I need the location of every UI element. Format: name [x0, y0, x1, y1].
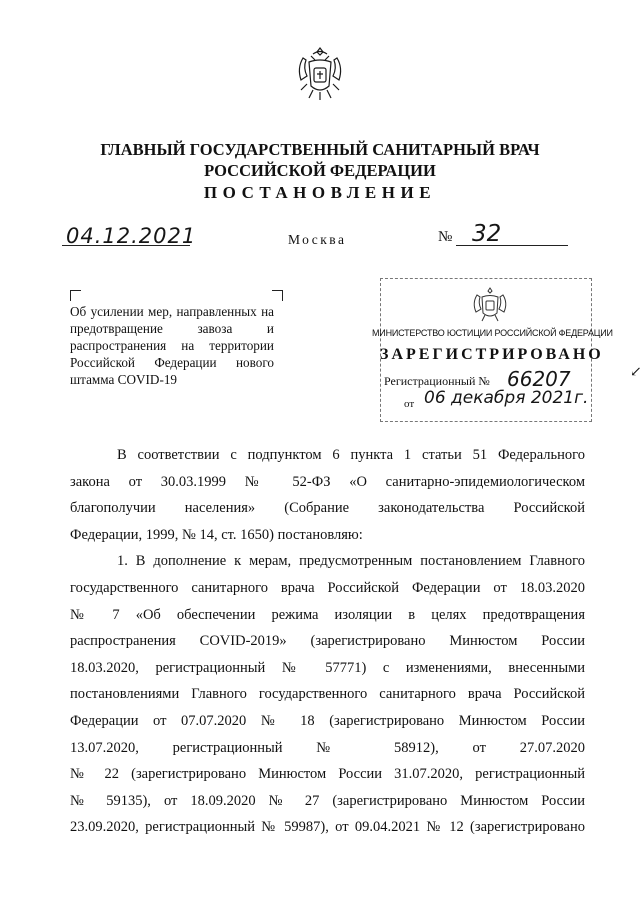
subject-line: Об усилении мер, направленных на — [70, 304, 274, 319]
stamp-emblem-icon — [468, 286, 512, 324]
document-type: ПОСТАНОВЛЕНИЕ — [203, 183, 437, 202]
subject-line: Российской Федерации нового — [70, 355, 274, 370]
body-line: распространения COVID-2019» (зарегистрировано Минюстом России — [70, 633, 585, 650]
stamp-registration-date: 06 декабря 2021г. — [424, 388, 589, 408]
body-line: закона от 30.03.1999 № 52-ФЗ «О санитарно-эпидемиологическом — [70, 473, 585, 490]
document-date: 04.12.2021 — [66, 224, 197, 248]
body-line: постановлениями Главного государственного санитарного врача Российской — [70, 686, 585, 703]
edge-mark: ↙ — [630, 365, 642, 380]
body-line: благополучии населения» (Собрание законодательства Российской — [70, 500, 585, 517]
number-underline — [456, 245, 568, 246]
subject-bracket-left — [70, 290, 81, 301]
body-line: № 59135), от 18.09.2020 № 27 (зарегистрировано Минюстом России — [70, 792, 585, 809]
document-number: 32 — [472, 221, 502, 247]
org-title-line1: ГЛАВНЫЙ ГОСУДАРСТВЕННЫЙ САНИТАРНЫЙ ВРАЧ — [100, 140, 540, 159]
body-line: 18.03.2020, регистрационный № 57771) с изменениями, внесенными — [70, 659, 585, 676]
body-line: государственного санитарного врача Российской Федерации от 18.03.2020 — [70, 579, 585, 596]
body-line: В соответствии с подпунктом 6 пункта 1 статьи 51 Федерального — [117, 447, 585, 463]
stamp-regnum-label: Регистрационный № — [384, 374, 490, 388]
body-line: № 22 (зарегистрировано Минюстом России 31.07.2020, регистрационный — [70, 766, 585, 783]
number-label: № — [438, 229, 453, 245]
subject-line: штамма COVID-19 — [70, 372, 178, 387]
body-line: 13.07.2020, регистрационный № 58912), от 27.07.2020 — [70, 739, 585, 756]
date-underline — [62, 245, 190, 246]
org-title-line2: РОССИЙСКОЙ ФЕДЕРАЦИИ — [204, 161, 436, 180]
body-line: 23.09.2020, регистрационный № 59987), от 09.04.2021 № 12 (зарегистрировано — [70, 819, 585, 836]
stamp-registered: ЗАРЕГИСТРИРОВАНО — [380, 346, 604, 363]
stamp-ministry-name: МИНИСТЕРСТВО ЮСТИЦИИ РОССИЙСКОЙ ФЕДЕРАЦИИ — [372, 328, 613, 338]
document-body — [70, 442, 585, 841]
stamp-from-label: от — [404, 398, 415, 410]
stamp-regnum: 66207 — [507, 367, 571, 391]
body-line: Федерации от 07.07.2020 № 18 (зарегистрировано Минюстом России — [70, 712, 585, 729]
subject-bracket-right — [272, 290, 283, 301]
city-name: Москва — [288, 232, 347, 247]
subject-line: распространения на территории — [70, 338, 274, 353]
body-line: Федерации, 1999, № 14, ст. 1650) постановляю: — [70, 526, 363, 543]
coat-of-arms-icon — [291, 44, 349, 104]
subject-line: предотвращение завоза и — [70, 321, 274, 336]
document-subject — [70, 303, 274, 388]
body-line: 1. В дополнение к мерам, предусмотренным постановлением Главного — [117, 553, 585, 570]
body-line: № 7 «Об обеспечении режима изоляции в целях предотвращения — [70, 606, 585, 623]
